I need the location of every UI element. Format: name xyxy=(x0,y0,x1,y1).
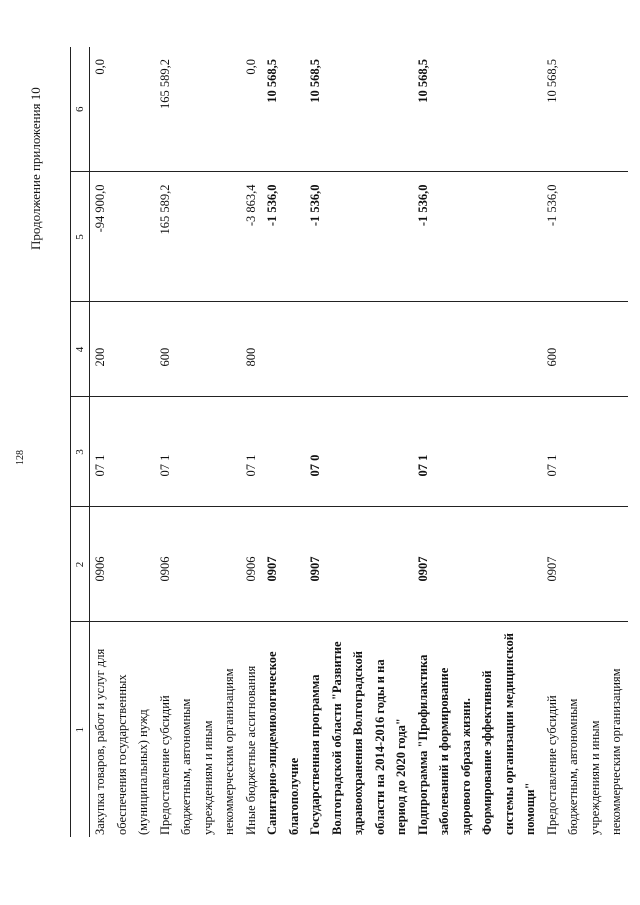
row-section: 0907 xyxy=(305,507,413,622)
row-change: 165 589,2 xyxy=(155,172,241,302)
row-change: -1 536,0 xyxy=(305,172,413,302)
row-total: 10 568,5 xyxy=(262,47,305,172)
row-section: 0907 xyxy=(262,507,305,622)
row-total: 0,0 xyxy=(90,47,155,172)
row-change: -1 536,0 xyxy=(542,172,628,302)
page-number: 128 xyxy=(15,450,26,465)
row-target: 07 1 xyxy=(90,397,155,507)
row-section: 0907 xyxy=(413,507,542,622)
row-name: Предоставление субсидий бюджетным, автономным учреждениям и иным некоммерческим организациям xyxy=(544,668,623,835)
table-row xyxy=(305,47,413,837)
row-total: 165 589,2 xyxy=(155,47,241,172)
row-change: -1 536,0 xyxy=(262,172,305,302)
row-total: 10 568,5 xyxy=(305,47,413,172)
col-header: 2 xyxy=(71,507,90,622)
table-row xyxy=(241,47,263,837)
row-change: -3 863,4 xyxy=(241,172,263,302)
row-section: 0906 xyxy=(90,507,155,622)
row-target xyxy=(262,397,305,507)
col-header: 1 xyxy=(71,622,90,837)
col-header: 3 xyxy=(71,397,90,507)
row-name: Государственная программа Волгоградской области "Развитие здравоохранения Волгоградской области на 2014-2016 годы и на период до 2020 года" xyxy=(308,641,408,835)
row-name: Подпрограмма "Профилактика заболеваний и формирование здорового образа жизни. Формирование эффективной системы организации медицинской помощи" xyxy=(415,633,537,835)
row-total: 10 568,5 xyxy=(413,47,542,172)
row-target: 07 0 xyxy=(305,397,413,507)
budget-table xyxy=(70,47,628,837)
row-type xyxy=(262,302,305,397)
row-type: 200 xyxy=(90,302,155,397)
row-type xyxy=(413,302,542,397)
row-target: 07 1 xyxy=(155,397,241,507)
table-row xyxy=(413,47,542,837)
row-name: Предоставление субсидий бюджетным, автономным учреждениям и иным некоммерческим организациям xyxy=(157,668,236,835)
col-header: 6 xyxy=(71,47,90,172)
row-section: 0907 xyxy=(542,507,628,622)
continuation-label: Продолжение приложения 10 xyxy=(28,87,43,250)
row-name: Закупка товаров, работ и услуг для обеспечения государственных (муниципальных) нужд xyxy=(93,648,150,835)
row-type: 600 xyxy=(542,302,628,397)
row-target: 07 1 xyxy=(241,397,263,507)
row-type: 800 xyxy=(241,302,263,397)
table-row xyxy=(262,47,305,837)
row-section: 0906 xyxy=(155,507,241,622)
table-header-row xyxy=(71,47,90,837)
row-total: 10 568,5 xyxy=(542,47,628,172)
row-change: -1 536,0 xyxy=(413,172,542,302)
row-target: 07 1 xyxy=(413,397,542,507)
row-type: 600 xyxy=(155,302,241,397)
row-target: 07 1 xyxy=(542,397,628,507)
row-name: Санитарно-эпидемиологическое благополучие xyxy=(265,651,301,835)
col-header: 4 xyxy=(71,302,90,397)
row-name: Иные бюджетные ассигнования xyxy=(243,665,258,835)
table-row xyxy=(90,47,155,837)
table-row xyxy=(542,47,628,837)
col-header: 5 xyxy=(71,172,90,302)
row-change: -94 900,0 xyxy=(90,172,155,302)
row-section: 0906 xyxy=(241,507,263,622)
table-row xyxy=(155,47,241,837)
row-total: 0,0 xyxy=(241,47,263,172)
row-type xyxy=(305,302,413,397)
